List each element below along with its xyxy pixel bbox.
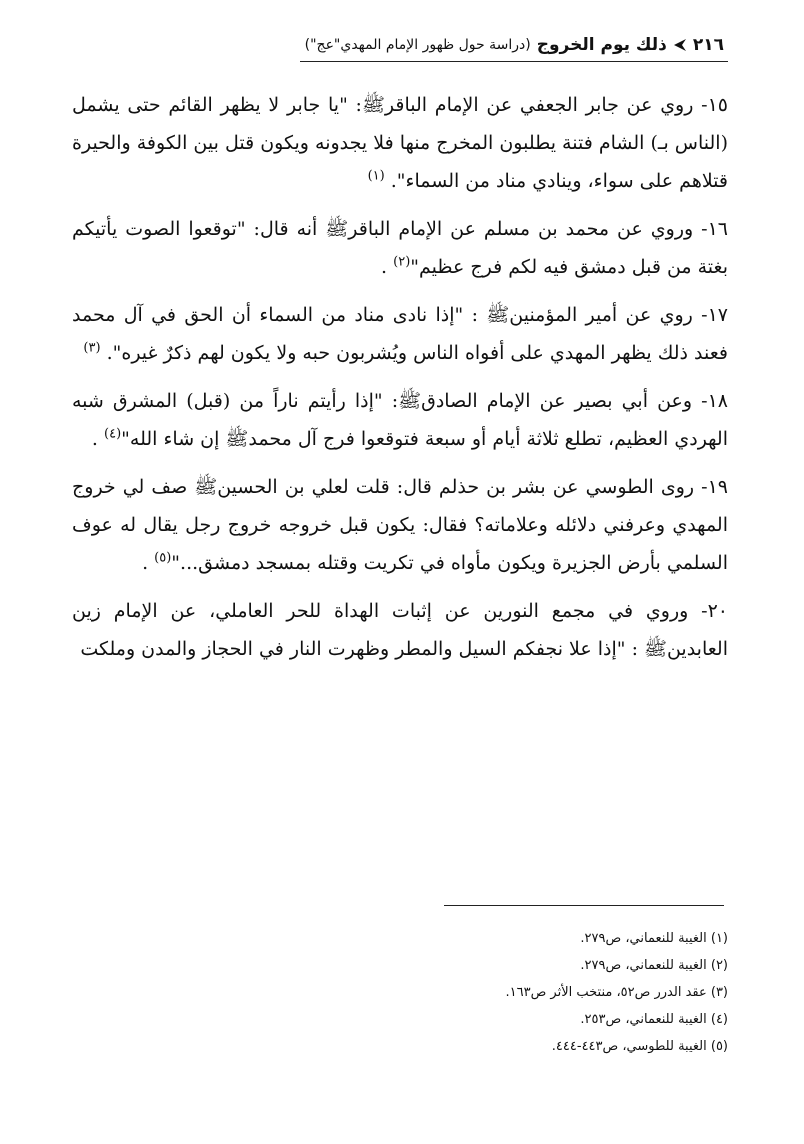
paragraph-16 [72,210,728,286]
paragraph-18 [72,382,728,458]
header-divider [300,61,728,62]
paragraph-text: ١٦- وروي عن محمد بن مسلم عن الإمام الباقرﷺ أنه قال: "توقعوا الصوت يأتيكم بغتة من قبل دمشق فيه لكم فرج عظيم" [72,218,728,278]
running-header [300,30,724,60]
paragraph-20 [72,592,728,668]
footnote-reference: (١) [367,168,385,184]
paragraph-text: ١٩- روى الطوسي عن بشر بن حذلم قال: قلت لعلي بن الحسينﷺ صف لي خروج المهدي وعرفني دلائله وعلاماته؟ فقال: يكون قبل خروجه خروج رجل يقال له عوف السلمي بأرض الجزيرة ويكون مأواه في تكريت وقتله بمسجد دمشق..." [72,476,728,574]
book-subtitle: (دراسة حول ظهور الإمام المهدي"عج") [304,37,531,53]
footnote-reference: (٤) [104,426,122,442]
footnote-3: (٣) عقد الدرر ص٥٢، منتخب الأثر ص١٦٣. [505,985,728,1000]
footnote-5: (٥) الغيبة للطوسي، ص٤٤٣-٤٤٤. [551,1039,728,1054]
arrow-left-icon [673,38,687,52]
footnote-2: (٢) الغيبة للنعماني، ص٢٧٩. [580,958,728,973]
paragraph-tail: . [91,428,98,450]
footnote-reference: (٣) [83,340,101,356]
paragraph-19 [72,468,728,582]
footnote-divider [444,905,724,906]
footnotes [440,925,728,1060]
page-number: ٢١٦ [692,35,724,55]
paragraph-tail: . [142,552,149,574]
footnote-reference: (٢) [393,254,411,270]
paragraph-text: ٢٠- وروي في مجمع النورين عن إثبات الهداة للحر العاملي، عن الإمام زين العابدينﷺ : "إذا علا نجفكم السيل والمطر وظهرت النار في الحجاز والمدن وملكت [72,600,728,660]
footnote-1: (١) الغيبة للنعماني، ص٢٧٩. [580,931,728,946]
paragraph-text: ١٧- روي عن أمير المؤمنينﷺ : "إذا نادى مناد من السماء أن الحق في آل محمد فعند ذلك يظهر المهدي على أفواه الناس ويُشربون حبه ولا يكون لهم ذكرٌ غيره". [72,304,728,364]
book-title: ذلك يوم الخروج [536,35,667,55]
paragraph-text: ١٨- وعن أبي بصير عن الإمام الصادقﷺ: "إذا رأيتم ناراً من (قبل) المشرق شبه الهردي العظيم، تطلع ثلاثة أيام أو سبعة فتوقعوا فرج آل محمدﷺ إن شاء الله" [72,390,728,450]
main-text [72,86,728,678]
paragraph-tail: . [381,256,388,278]
footnote-4: (٤) الغيبة للنعماني، ص٢٥٣. [580,1012,728,1027]
paragraph-text: ١٥- روي عن جابر الجعفي عن الإمام الباقرﷺ: "يا جابر لا يظهر القائم حتى يشمل (الناس بـ) الشام فتنة يطلبون المخرج منها فلا يجدونه ويكون قتل بين الكوفة والحيرة قتلاهم على سواء، وينادي مناد من السماء". [72,94,728,192]
footnote-reference: (٥) [154,550,172,566]
paragraph-15 [72,86,728,200]
paragraph-17 [72,296,728,372]
